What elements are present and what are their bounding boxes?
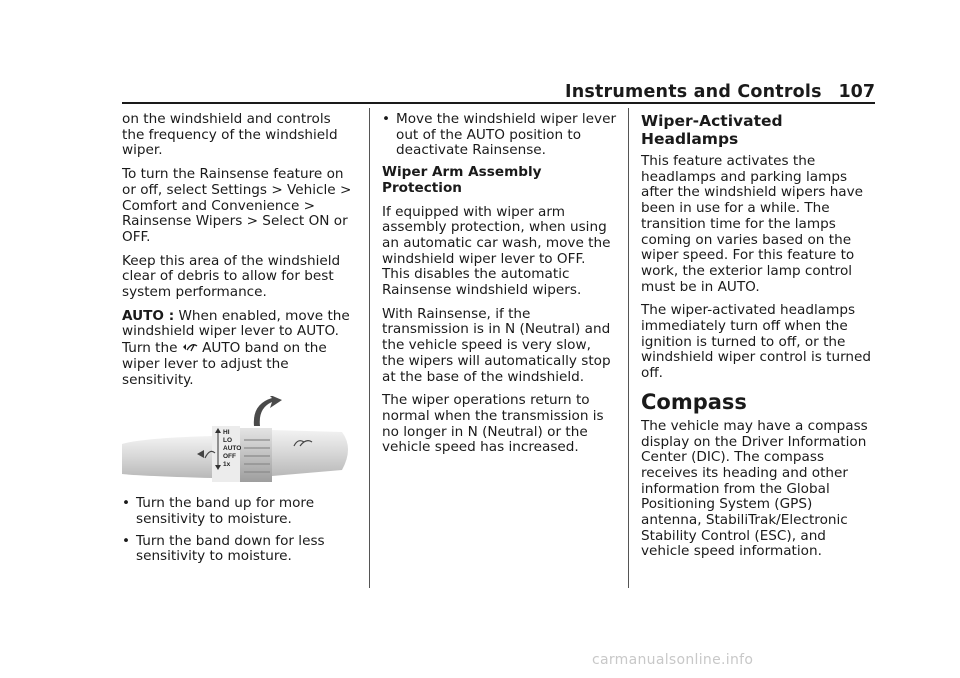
wiper-lever-illustration [122,396,352,486]
column-2 [382,112,617,464]
bullet-icon: • [122,532,131,549]
lever-label-lo: LO [223,437,233,445]
watermark: carmanualsonline.info [592,652,754,668]
auto-label: AUTO : [122,307,175,324]
paragraph: The vehicle may have a compass display on the Driver Information Center (DIC). The compass receives its heading and other information from the Global Positioning System (GPS) antenna, StabiliTrak/Electronic Stability Control (ESC), and vehicle speed information. [641,417,868,560]
auto-paragraph [122,309,357,389]
page-header [560,82,875,108]
paragraph: Keep this area of the windshield clear of debris to allow for best system performance. [122,252,341,301]
section-heading: Wiper-Activated Headlamps [641,112,783,148]
bullet-text: Turn the band down for less sensitivity to moisture. [136,532,325,565]
column-divider [369,108,370,588]
auto-text-1: When enabled, move the windshield wiper lever to AUTO. Turn the [122,307,350,357]
paragraph: The wiper-activated headlamps immediately turn off when the ignition is turned to off, or the windshield wiper control is turned off. [641,302,872,382]
bullet-icon: • [122,495,131,512]
lever-label-1x: 1x [223,461,231,469]
list-item [122,534,357,565]
auto-text-2: AUTO band on the wiper lever to adjust the sensitivity. [122,340,327,388]
bullet-icon: • [382,111,391,127]
column-divider [628,108,629,588]
paragraph: on the windshield and controls the frequency of the windshield wiper. [122,111,338,159]
list-item [382,112,617,159]
compass-heading: Compass [641,389,747,414]
paragraph: With Rainsense, if the transmission is in N (Neutral) and the vehicle speed is very slow, the wipers will automatically stop at the base of the windshield. [382,305,611,385]
lever-label-off: OFF [223,453,236,461]
bullet-text: Move the windshield wiper lever out of the AUTO position to deactivate Rainsense. [396,111,617,159]
paragraph: To turn the Rainsense feature on or off, select Settings > Vehicle > Comfort and Convenience > Rainsense Wipers > Select ON or OFF. [122,166,352,245]
subsection-heading: Wiper Arm Assembly Protection [382,164,542,196]
paragraph: If equipped with wiper arm assembly protection, when using an automatic car wash, move the windshield wiper lever to OFF. This disables the automatic Rainsense windshield wipers. [382,203,611,299]
lever-label-auto: AUTO [223,445,242,453]
section-title: Instruments and Controls [565,82,822,102]
column-1 [122,112,357,571]
bullet-text: Turn the band up for more sensitivity to moisture. [136,495,315,527]
header-rule [122,102,875,104]
list-item [122,496,357,527]
lever-label-hi: HI [223,429,230,437]
rainsense-wiper-icon [182,340,198,354]
paragraph: This feature activates the headlamps and parking lamps after the windshield wipers have been in use for a while. The transition time for the lamps coming on varies based on the wiper speed. For this feature to work, the exterior lamp control must be in AUTO. [641,153,864,295]
paragraph: The wiper operations return to normal when the transmission is no longer in N (Neutral) or the vehicle speed has increased. [382,392,604,456]
page-number: 107 [838,82,875,102]
column-3 [641,112,876,568]
